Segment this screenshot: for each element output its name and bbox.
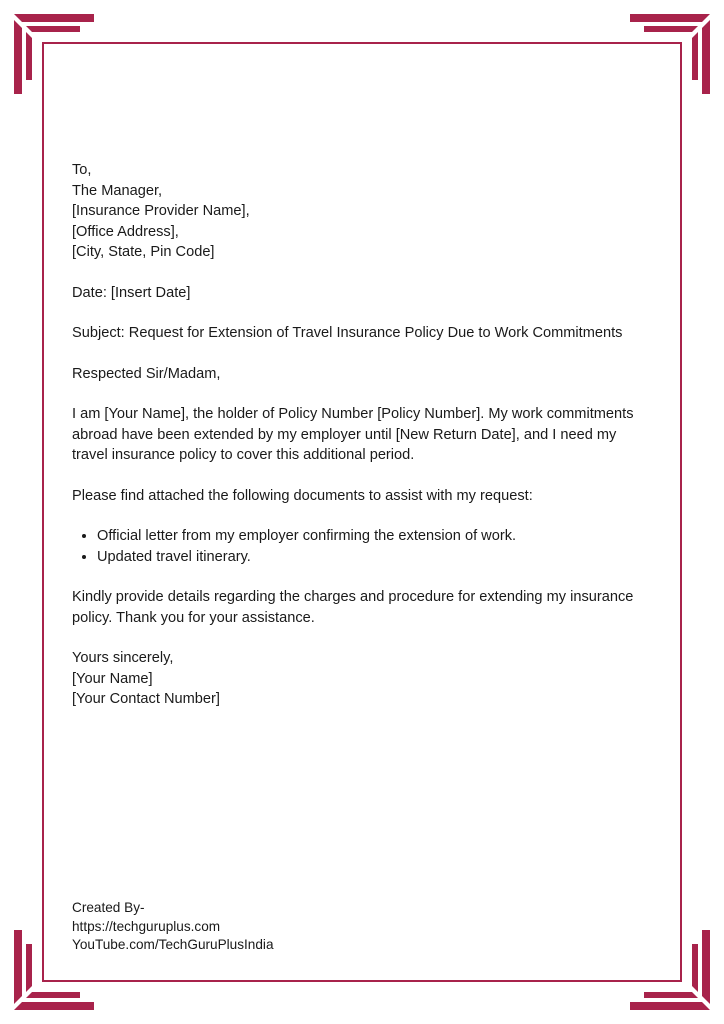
recipient-line: To, <box>72 162 92 178</box>
letter-subject: Subject: Request for Extension of Travel Insurance Policy Due to Work Commitments <box>72 325 623 341</box>
recipient-line: [Office Address], <box>72 223 179 240</box>
signoff-line: Yours sincerely, <box>72 650 174 666</box>
attachments-intro: Please find attached the following documents to assist with my request: <box>72 487 533 504</box>
letter-date: Date: [Insert Date] <box>72 284 191 301</box>
recipient-line: [Insurance Provider Name], <box>72 203 250 219</box>
letter-signoff <box>72 648 652 710</box>
recipient-line: [City, State, Pin Code] <box>72 244 215 260</box>
footer-youtube-link[interactable]: YouTube.com/TechGuruPlusIndia <box>72 937 274 952</box>
footer-website-link[interactable]: https://techguruplus.com <box>72 918 221 934</box>
attachments-list <box>72 526 652 567</box>
list-item: • Official letter from my employer confirming the extension of work. <box>97 526 652 547</box>
signoff-line: [Your Contact Number] <box>72 691 220 707</box>
letter-body-paragraph: I am [Your Name], the holder of Policy Number [Policy Number]. My work commitments abroad have been extended by my employer until [New Return Date], and I need my travel insurance policy to cover this additional period. <box>72 406 634 463</box>
letter-salutation: Respected Sir/Madam, <box>72 365 221 382</box>
list-item: • Updated travel itinerary. <box>97 547 652 568</box>
recipient-address <box>72 160 652 263</box>
footer-created-by: Created By- <box>72 900 145 915</box>
footer-credits <box>72 899 472 955</box>
signoff-line: [Your Name] <box>72 670 153 687</box>
letter-body <box>72 160 652 730</box>
closing-paragraph: Kindly provide details regarding the charges and procedure for extending my insurance policy. Thank you for your assistance. <box>72 589 634 626</box>
recipient-line: The Manager, <box>72 182 163 199</box>
